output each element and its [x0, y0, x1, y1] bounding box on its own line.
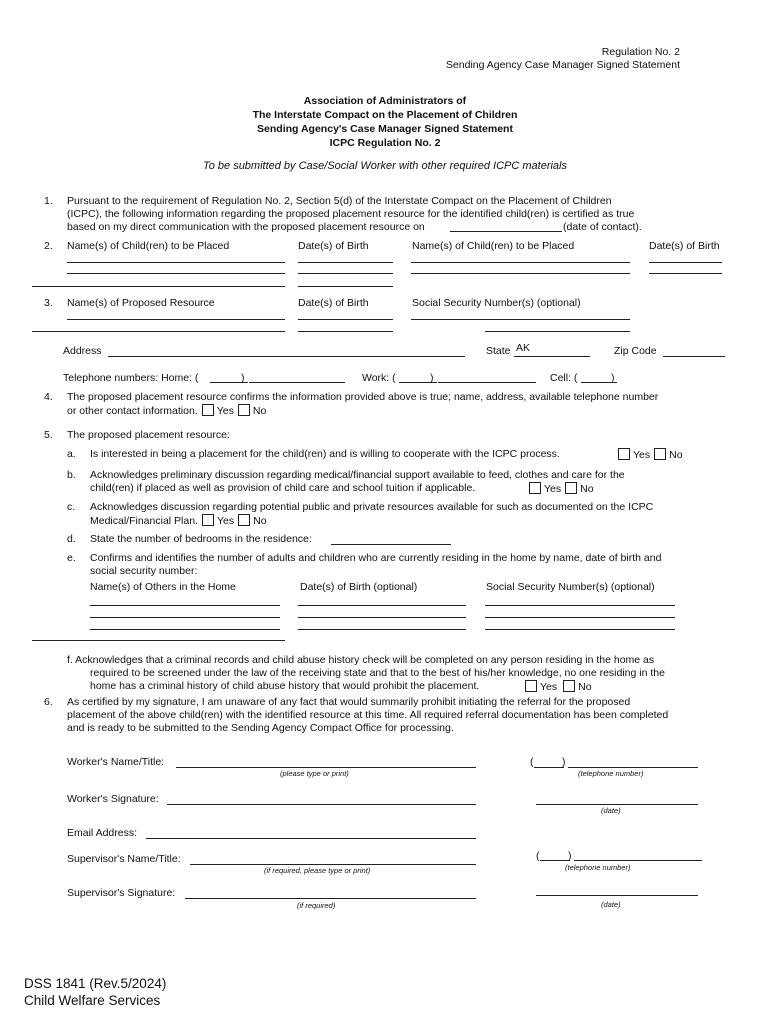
supervisor-name-hint: (if required, please type or print): [264, 866, 371, 875]
item6-line3: and is ready to be submitted to the Sending Agency Compact Office for processing.: [67, 722, 454, 734]
item6-line1: As certified by my signature, I am unaware of any fact that would summarily prohibit initiating the referral for the proposed: [67, 696, 631, 708]
item5a-no-checkbox[interactable]: [654, 448, 666, 460]
item5-intro: The proposed placement resource:: [67, 429, 230, 441]
cell-paren-close: ): [611, 372, 615, 384]
title-line-1: Association of Administrators of: [303, 95, 467, 107]
item3-col-ssn: Social Security Number(s) (optional): [412, 297, 581, 309]
child-name-field[interactable]: [411, 262, 630, 263]
item1-line1: Pursuant to the requirement of Regulation No. 2, Section 5(d) of the Interstate Compact on the Placement of Children: [67, 195, 612, 207]
email-label: Email Address:: [67, 827, 138, 839]
item2-number: 2.: [44, 240, 53, 252]
supervisor-phone-field[interactable]: [574, 860, 702, 861]
supervisor-phone-open: (: [536, 850, 540, 862]
item4-line2: [67, 404, 266, 417]
state-field[interactable]: [514, 356, 590, 357]
others-ssn-field[interactable]: [485, 617, 675, 618]
item2-col-dob: Date(s) of Birth: [298, 240, 369, 252]
resource-dob-field[interactable]: [298, 331, 393, 332]
item2-col-child-name-2: Name(s) of Child(ren) to be Placed: [412, 240, 575, 252]
header-reg-no: Regulation No. 2: [601, 46, 680, 58]
item5c-label: c.: [67, 501, 76, 513]
item5e-label: e.: [67, 552, 76, 564]
item2-col-child-name: Name(s) of Child(ren) to be Placed: [67, 240, 230, 252]
item5-number: 5.: [44, 429, 53, 441]
work-phone-label: Work: (: [362, 372, 396, 384]
title-line-3: Sending Agency's Case Manager Signed Statement: [257, 123, 513, 135]
worker-phone-open: (: [530, 756, 534, 768]
item5f-line3: home has a criminal history of child abuse history that would prohibit the placement.: [90, 680, 480, 692]
supervisor-signature-field[interactable]: [185, 898, 476, 899]
work-paren-close: ): [430, 372, 434, 384]
department: Child Welfare Services: [24, 993, 161, 1008]
others-dob-field[interactable]: [298, 617, 466, 618]
item3-col-dob: Date(s) of Birth: [298, 297, 369, 309]
item5d-label: d.: [67, 533, 76, 545]
worker-name-label: Worker's Name/Title:: [67, 756, 165, 768]
worker-area-code-field[interactable]: [534, 767, 564, 768]
item5e-col-names: Name(s) of Others in the Home: [90, 581, 236, 593]
item5f-no-checkbox[interactable]: [563, 680, 575, 692]
child-name-field[interactable]: [32, 286, 285, 287]
item4-yes-label: Yes: [216, 405, 234, 417]
item5b-line1: Acknowledges preliminary discussion regarding medical/financial support available to feed, clothes and care for the: [90, 469, 625, 481]
item4-yes-checkbox[interactable]: [202, 404, 214, 416]
header-reg-title: Sending Agency Case Manager Signed Statement: [445, 59, 680, 71]
item5b-no-label: No: [580, 483, 594, 495]
form-number: DSS 1841 (Rev.5/2024): [24, 976, 167, 991]
item5a-label: a.: [67, 448, 76, 460]
others-ssn-field[interactable]: [485, 605, 675, 606]
item5b-yes-checkbox[interactable]: [529, 482, 541, 494]
item4-number: 4.: [44, 391, 53, 403]
child-dob-field[interactable]: [298, 273, 393, 274]
item5f-line2: required to be screened under the law of the receiving state and that to the best of his/her knowledge, no one residing in the: [90, 667, 665, 679]
item5a-options: [614, 448, 683, 461]
worker-phone-field[interactable]: [568, 767, 698, 768]
item5c-line2: [90, 514, 267, 527]
item6-line2: placement of the above child(ren) with the identified resource at this time. All required referral documentation has been completed: [67, 709, 669, 721]
supervisor-name-field[interactable]: [190, 864, 476, 865]
item3-col-resource-name: Name(s) of Proposed Resource: [67, 297, 215, 309]
item5e-col-ssn: Social Security Number(s) (optional): [486, 581, 655, 593]
item5f-yes-checkbox[interactable]: [525, 680, 537, 692]
item5d-text: State the number of bedrooms in the residence:: [90, 533, 312, 545]
item5f-yes-label: Yes: [540, 681, 558, 693]
item5c-no-checkbox[interactable]: [238, 514, 250, 526]
item5e-col-dob: Date(s) of Birth (optional): [300, 581, 418, 593]
item1-line2: (ICPC), the following information regarding the proposed placement resource for the identified child(ren) is certified as true: [67, 208, 635, 220]
title-line-4: ICPC Regulation No. 2: [329, 137, 441, 149]
others-name-field[interactable]: [90, 629, 280, 630]
supervisor-area-code-field[interactable]: [540, 860, 570, 861]
others-name-field[interactable]: [32, 640, 285, 641]
supervisor-phone-hint: (telephone number): [565, 863, 631, 872]
item5c-yes-checkbox[interactable]: [202, 514, 214, 526]
item5c-line2-text: Medical/Financial Plan.: [90, 515, 198, 527]
home-paren-close: ): [241, 372, 245, 384]
item5a-yes-checkbox[interactable]: [618, 448, 630, 460]
others-name-field[interactable]: [90, 605, 280, 606]
email-field[interactable]: [146, 838, 476, 839]
item5a-yes-label: Yes: [633, 449, 651, 461]
worker-date-field[interactable]: [536, 804, 698, 805]
others-name-field[interactable]: [90, 617, 280, 618]
worker-date-hint: (date): [601, 806, 621, 815]
supervisor-phone-close: ): [568, 850, 572, 862]
home-phone-field[interactable]: [249, 382, 345, 383]
state-label: State: [486, 345, 511, 357]
item5b-label: b.: [67, 469, 76, 481]
resource-name-field[interactable]: [67, 319, 285, 320]
item5b-line2: child(ren) if placed as well as provision of child care and school tuition if applicable.: [90, 482, 476, 494]
item4-no-checkbox[interactable]: [238, 404, 250, 416]
item2-col-dob-2: Date(s) of Birth: [649, 240, 720, 252]
item1-line3a: based on my direct communication with the proposed placement resource on: [67, 221, 425, 233]
item5e-line2: social security number:: [90, 565, 198, 577]
resource-dob-field[interactable]: [298, 319, 393, 320]
supervisor-name-label: Supervisor's Name/Title:: [67, 853, 181, 865]
zip-label: Zip Code: [614, 345, 657, 357]
item5e-line1: Confirms and identifies the number of adults and children who are currently residing in the home by name, date of birth and: [90, 552, 662, 564]
home-phone-label: Telephone numbers: Home: (: [63, 372, 199, 384]
item5f-no-label: No: [578, 681, 592, 693]
worker-phone-hint: (telephone number): [578, 769, 644, 778]
child-dob-field[interactable]: [298, 262, 393, 263]
others-dob-field[interactable]: [298, 629, 466, 630]
zip-field[interactable]: [663, 356, 725, 357]
item4-line2-text: or other contact information.: [67, 405, 198, 417]
supervisor-date-field[interactable]: [536, 895, 698, 896]
item4-no-label: No: [252, 405, 267, 417]
address-field[interactable]: [108, 356, 465, 357]
resource-ssn-field[interactable]: [485, 331, 630, 332]
item3-number: 3.: [44, 297, 53, 309]
child-dob-field[interactable]: [298, 286, 393, 287]
subtitle: To be submitted by Case/Social Worker with other required ICPC materials: [203, 160, 567, 172]
item5b-yes-label: Yes: [544, 483, 562, 495]
resource-ssn-field[interactable]: [411, 319, 630, 320]
item5f-line1: f. Acknowledges that a criminal records and child abuse history check will be completed on any person residing in the home as: [67, 654, 655, 666]
item5c-no-label: No: [253, 515, 267, 527]
item5c-line1: Acknowledges discussion regarding potential public and private resources available for such as documented on the ICPC: [90, 501, 654, 513]
title-line-2: The Interstate Compact on the Placement of Children: [252, 109, 518, 121]
item1-number: 1.: [44, 195, 53, 207]
cell-phone-label: Cell: (: [550, 372, 578, 384]
item5a-no-label: No: [669, 449, 683, 461]
worker-signature-label: Worker's Signature:: [67, 793, 159, 805]
others-ssn-field[interactable]: [485, 629, 675, 630]
resource-name-field[interactable]: [32, 331, 285, 332]
worker-name-hint: (please type or print): [280, 769, 349, 778]
work-phone-field[interactable]: [438, 382, 536, 383]
item4-line1: The proposed placement resource confirms the information provided above is true; name, address, available telephone number: [67, 391, 659, 403]
child-name-field[interactable]: [67, 273, 285, 274]
item5a-text: Is interested in being a placement for the child(ren) and is willing to cooperate with the ICPC process.: [90, 448, 560, 460]
bedrooms-field[interactable]: [331, 544, 451, 545]
item1-line3b: (date of contact).: [563, 221, 642, 233]
item5b-no-checkbox[interactable]: [565, 482, 577, 494]
worker-signature-field[interactable]: [167, 804, 476, 805]
item6-number: 6.: [44, 696, 53, 708]
item5f-options: [521, 680, 592, 693]
item5c-yes-label: Yes: [216, 515, 235, 527]
state-value: AK: [516, 342, 531, 354]
date-of-contact-field[interactable]: [450, 231, 562, 232]
child-dob-field[interactable]: [649, 262, 722, 263]
worker-name-field[interactable]: [176, 767, 476, 768]
worker-phone-close: ): [562, 756, 566, 768]
child-dob-field[interactable]: [649, 273, 722, 274]
supervisor-date-hint: (date): [601, 900, 621, 909]
others-dob-field[interactable]: [298, 605, 466, 606]
item5b-options: [525, 482, 594, 495]
child-name-field[interactable]: [67, 262, 285, 263]
supervisor-signature-hint: (if required): [297, 901, 336, 910]
supervisor-signature-label: Supervisor's Signature:: [67, 887, 176, 899]
child-name-field[interactable]: [411, 273, 630, 274]
address-label: Address: [63, 345, 102, 357]
